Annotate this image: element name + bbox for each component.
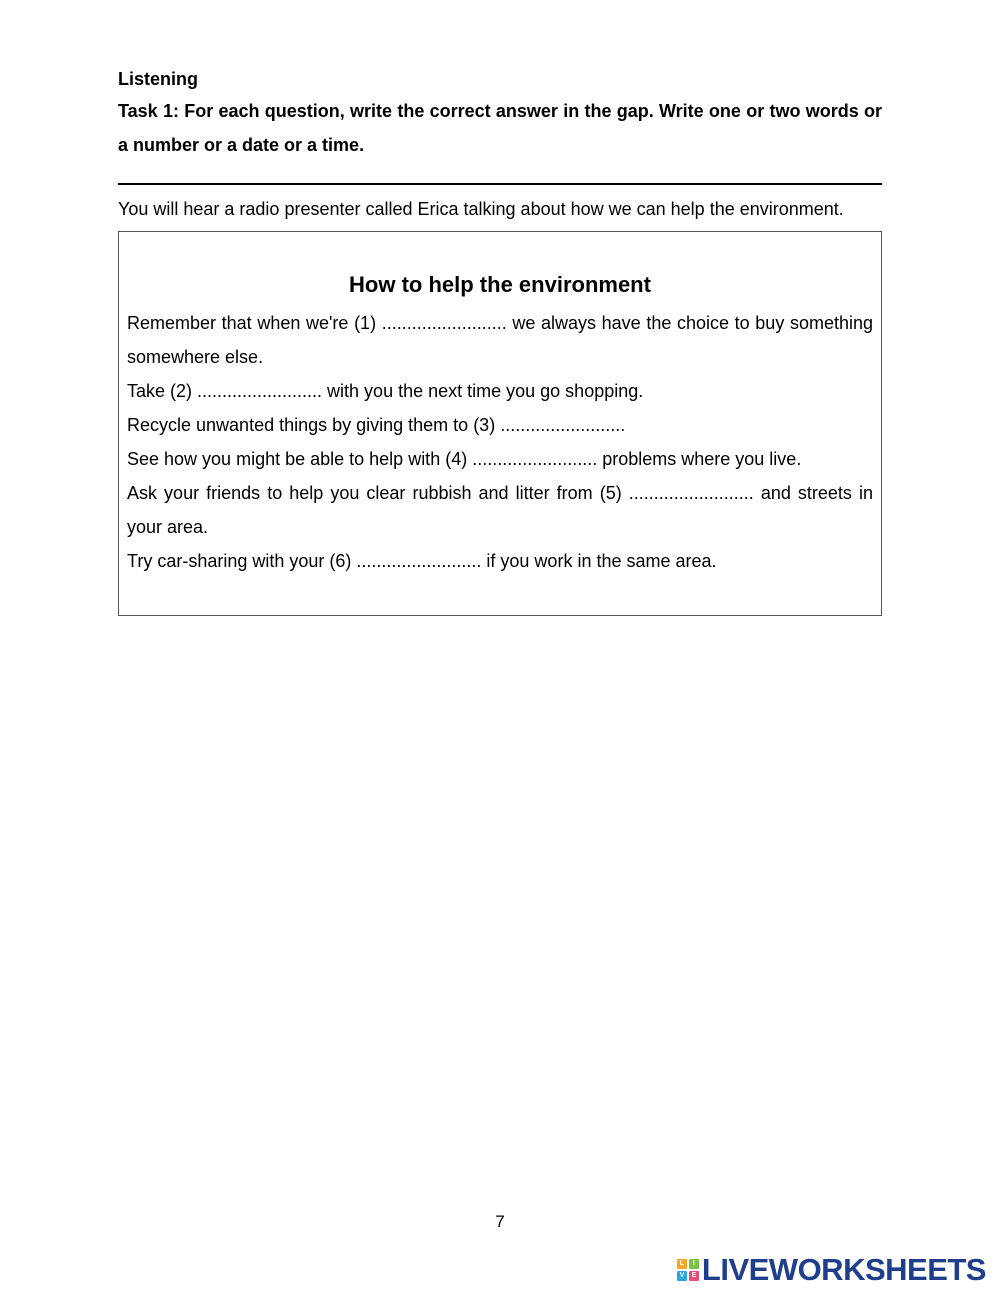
gap-item-6[interactable]: Try car-sharing with your (6) ......................... if you work in the same area. xyxy=(127,551,717,571)
task-heading: Task 1: For each question, write the correct answer in the gap. Write one or two words or a number or a date or a time. xyxy=(118,101,882,155)
task-intro: You will hear a radio presenter called Erica talking about how we can help the environment. xyxy=(118,199,844,219)
logo-tile-l: L xyxy=(677,1259,687,1269)
gap-item-4[interactable]: See how you might be able to help with (4) ......................... problems where you live. xyxy=(127,449,802,469)
gap-item-3[interactable]: Recycle unwanted things by giving them to (3) ......................... xyxy=(127,415,626,435)
liveworksheets-brand[interactable] xyxy=(677,1252,986,1288)
worksheet-page xyxy=(118,66,882,616)
gap-fill-box xyxy=(118,231,882,616)
gap-item-5[interactable]: Ask your friends to help you clear rubbish and litter from (5) ......................... and streets in your area. xyxy=(127,483,873,537)
page-number: 7 xyxy=(495,1212,505,1231)
divider xyxy=(118,183,882,185)
logo-tile-v: V xyxy=(677,1271,687,1281)
brand-name: LIVEWORKSHEETS xyxy=(701,1252,986,1287)
logo-tile-i: I xyxy=(689,1259,699,1269)
section-title: Listening xyxy=(118,69,198,89)
box-title: How to help the environment xyxy=(349,272,651,297)
liveworksheets-logo-icon xyxy=(677,1259,699,1281)
gap-item-2[interactable]: Take (2) ......................... with you the next time you go shopping. xyxy=(127,381,644,401)
gap-fill-list xyxy=(127,306,873,578)
gap-item-1[interactable]: Remember that when we're (1) ......................... we always have the choice to buy something somewhere else. xyxy=(127,313,873,367)
logo-tile-e: E xyxy=(689,1271,699,1281)
